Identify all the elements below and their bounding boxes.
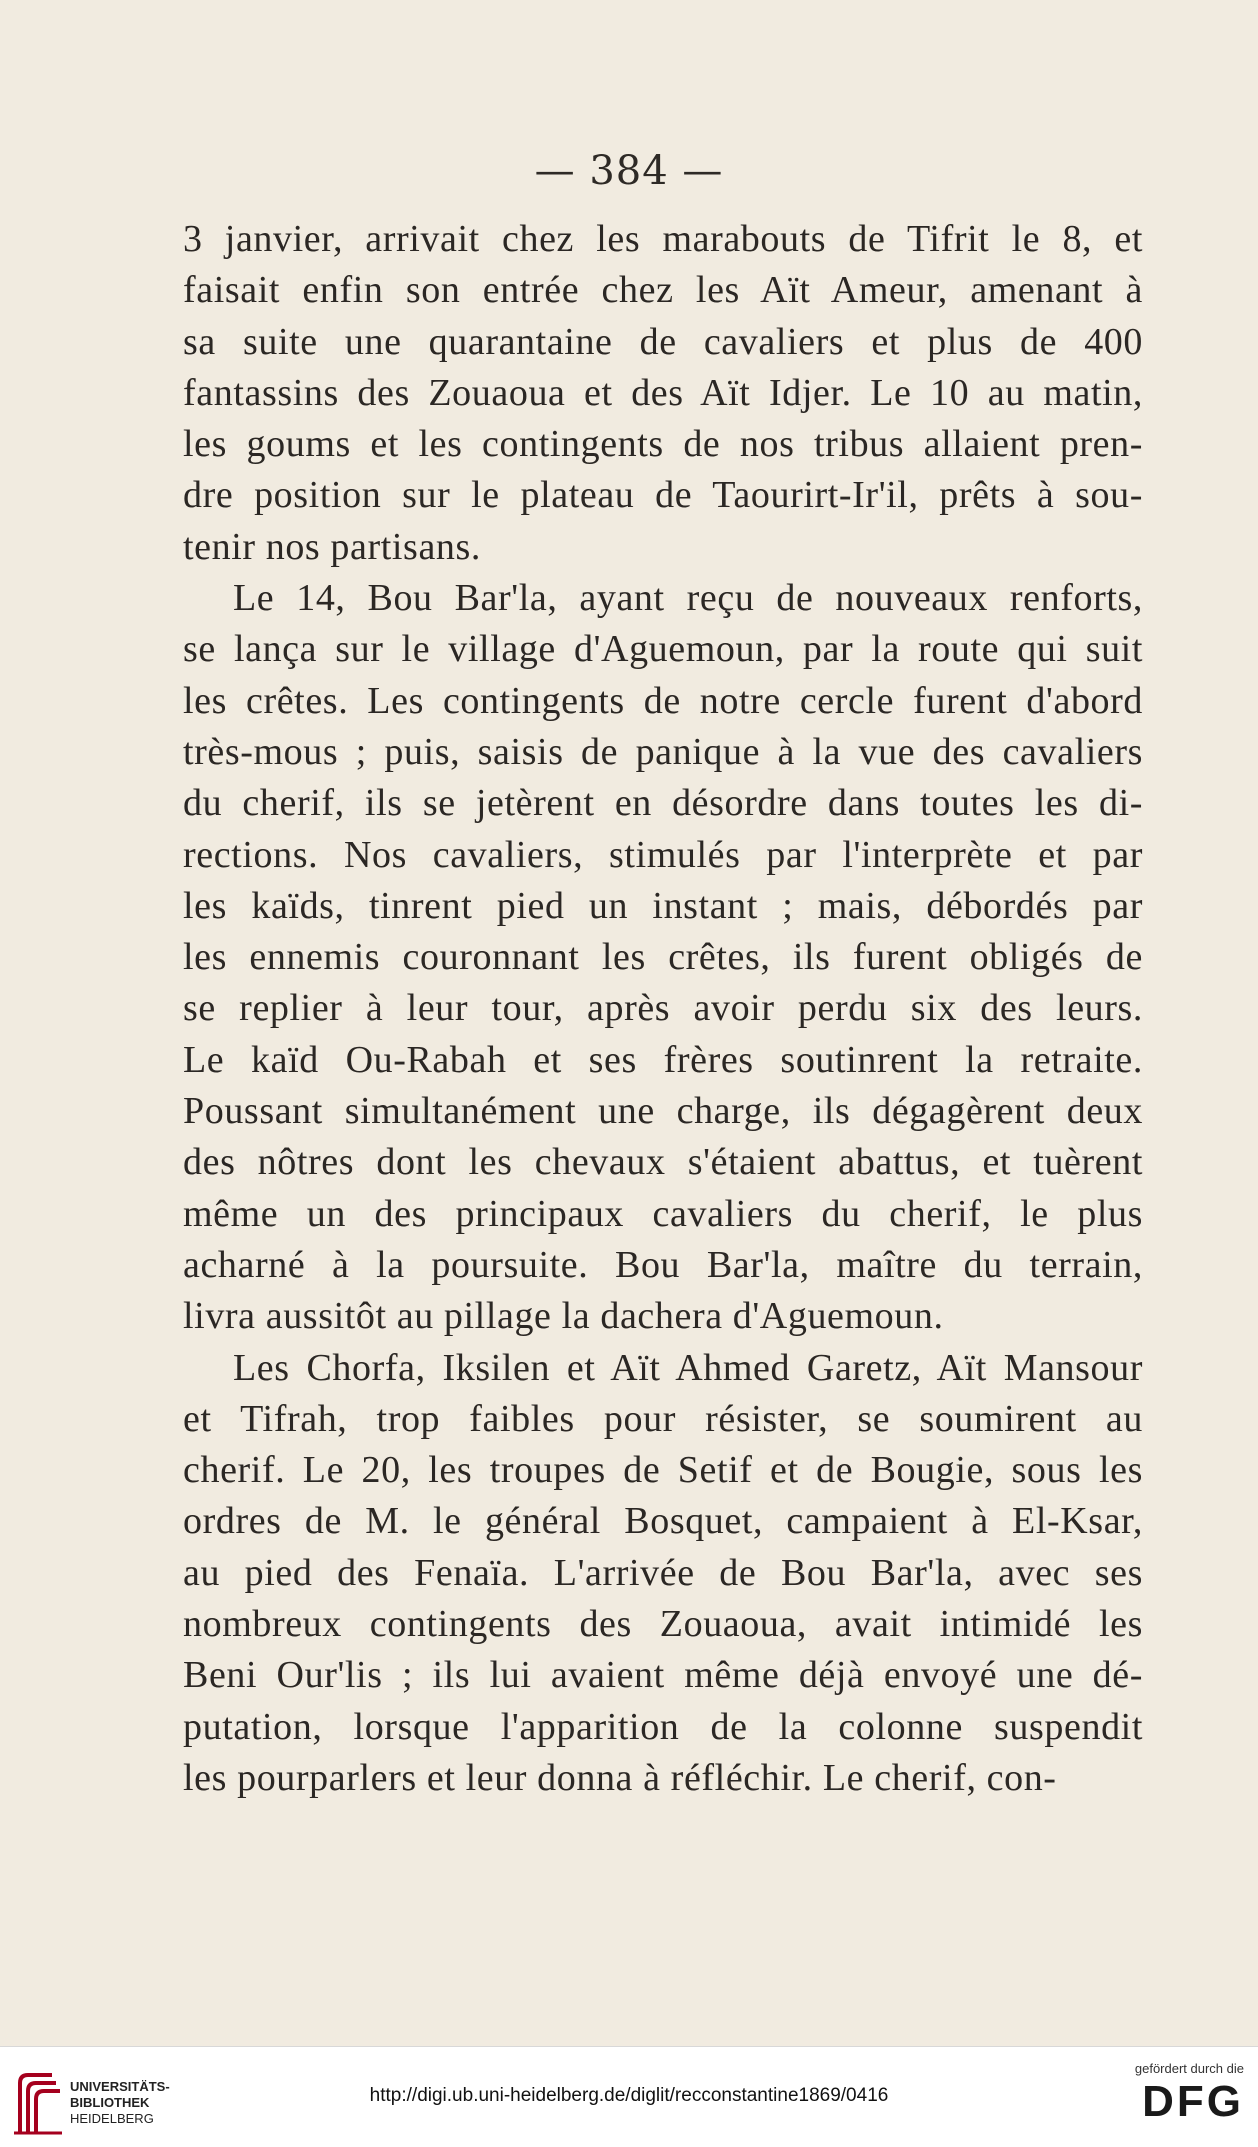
text-line: Les Chorfa, Iksilen et Aït Ahmed Garetz, Aït Mansour (233, 1346, 1143, 1389)
text-line: putation, lorsque l'apparition de la colonne suspendit (183, 1705, 1143, 1748)
library-name-line: BIBLIOTHEK (70, 2095, 150, 2110)
text-line: très-mous ; puis, saisis de panique à la vue des cavaliers (183, 730, 1143, 773)
body-text (183, 214, 1143, 1804)
text-line: des nôtres dont les chevaux s'étaient abattus, et tuèrent (183, 1141, 1143, 1184)
funder-caption: gefördert durch die (1134, 2061, 1244, 2076)
text-line: dre position sur le plateau de Taourirt-Ir'il, prêts à sou- (183, 474, 1143, 517)
text-line: Beni Our'lis ; ils lui avaient même déjà envoyé une dé- (183, 1654, 1143, 1697)
text-line: nombreux contingents des Zouaoua, avait intimidé les (183, 1603, 1143, 1646)
text-line: Le 14, Bou Bar'la, ayant reçu de nouveaux renforts, (233, 577, 1143, 620)
text-line: cherif. Le 20, les troupes de Setif et de Bougie, sous les (183, 1449, 1143, 1492)
text-line: se lança sur le village d'Aguemoun, par la route qui suit (183, 628, 1143, 671)
text-line: livra aussitôt au pillage la dachera d'Aguemoun. (183, 1295, 944, 1338)
dfg-funder-logo (1114, 2061, 1244, 2128)
footer-bar (0, 2046, 1258, 2147)
text-line: ordres de M. le général Bosquet, campaient à El-Ksar, (183, 1500, 1143, 1543)
text-line: les goums et les contingents de nos tribus allaient pren- (183, 423, 1143, 466)
text-line: sa suite une quarantaine de cavaliers et plus de 400 (183, 320, 1143, 363)
text-line: 3 janvier, arrivait chez les marabouts de Tifrit le 8, et (183, 218, 1143, 260)
text-line: Le kaïd Ou-Rabah et ses frères soutinrent la retraite. (183, 1038, 1143, 1081)
text-line: Poussant simultanément une charge, ils dégagèrent deux (183, 1090, 1143, 1133)
text-line: se replier à leur tour, après avoir perdu six des leurs. (183, 987, 1143, 1030)
library-name-line: HEIDELBERG (70, 2111, 154, 2126)
dfg-logo-text: DFG (1142, 2077, 1244, 2126)
text-line: les pourparlers et leur donna à réfléchir. Le cherif, con- (183, 1756, 1057, 1799)
text-line: fantassins des Zouaoua et des Aït Idjer. Le 10 au matin, (183, 371, 1143, 414)
text-line: tenir nos partisans. (183, 525, 482, 568)
permalink-url[interactable]: http://digi.ub.uni-heidelberg.de/diglit/recconstantine1869/0416 (369, 2085, 889, 2106)
text-line: faisait enfin son entrée chez les Aït Ameur, amenant à (183, 269, 1143, 312)
text-line: rections. Nos cavaliers, stimulés par l'interprète et par (183, 833, 1143, 876)
library-name-line: UNIVERSITÄTS- (70, 2079, 170, 2094)
text-line: et Tifrah, trop faibles pour résister, se soumirent au (183, 1397, 1143, 1440)
page-number: — 384 — (534, 148, 724, 194)
text-line: du cherif, ils se jetèrent en désordre dans toutes les di- (183, 782, 1143, 825)
text-line: les kaïds, tinrent pied un instant ; mais, débordés par (183, 884, 1143, 927)
text-line: acharné à la poursuite. Bou Bar'la, maître du terrain, (183, 1243, 1143, 1286)
text-line: même un des principaux cavaliers du cherif, le plus (183, 1192, 1143, 1235)
text-line: au pied des Fenaïa. L'arrivée de Bou Bar'la, avec ses (183, 1551, 1143, 1594)
text-line: les crêtes. Les contingents de notre cercle furent d'abord (183, 679, 1143, 722)
text-line: les ennemis couronnant les crêtes, ils furent obligés de (183, 936, 1143, 979)
